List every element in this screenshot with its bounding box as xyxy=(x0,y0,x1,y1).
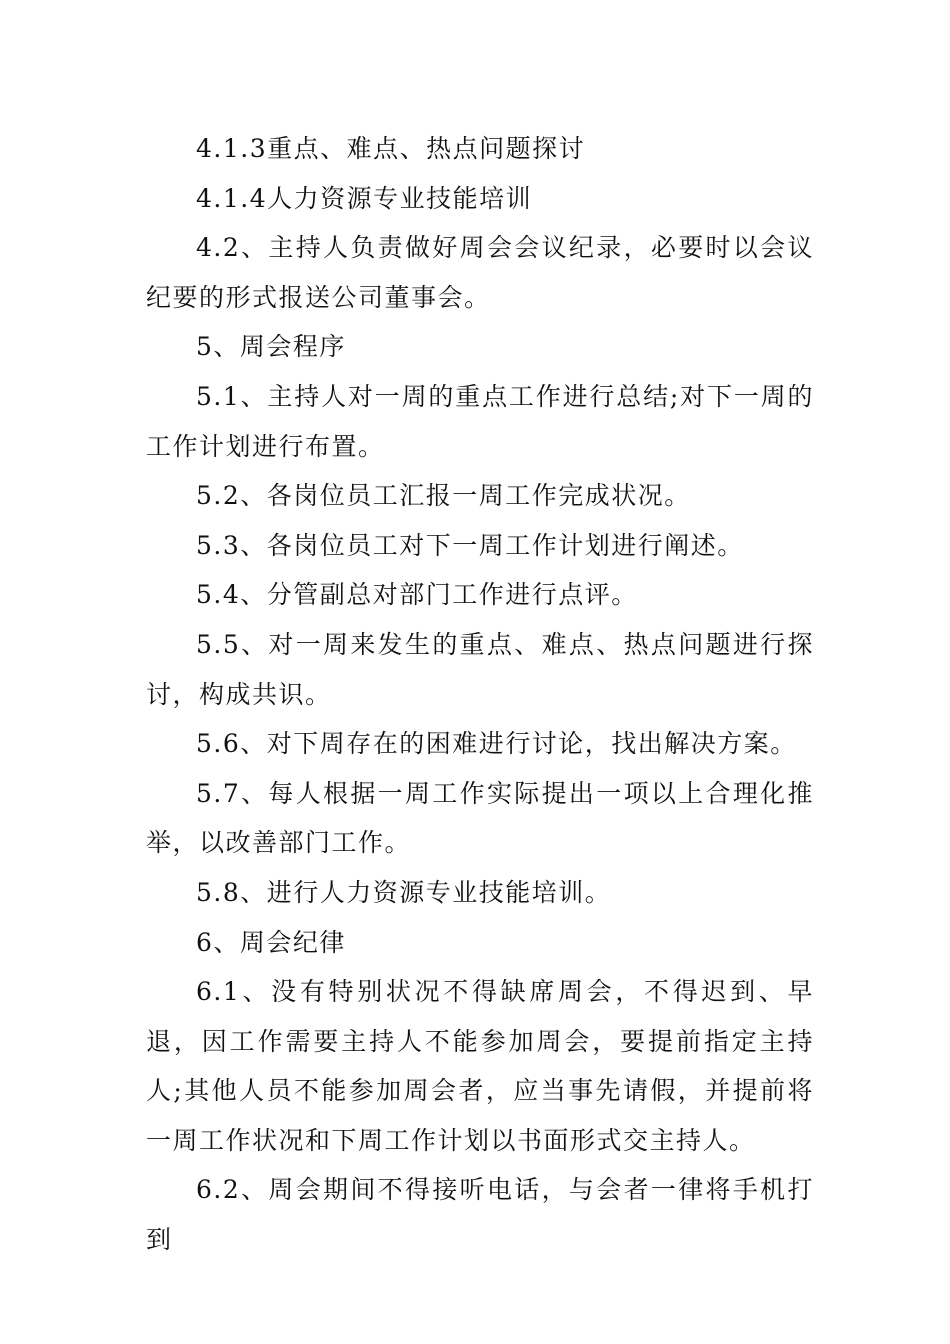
paragraph-5-8: 5.8、进行人力资源专业技能培训。 xyxy=(196,877,612,907)
paragraph-5-1: 5.1、主持人对一周的重点工作进行总结;对下一周的工作计划进行布置。 xyxy=(146,381,814,461)
paragraph-5-5: 5.5、对一周来发生的重点、难点、热点问题进行探讨，构成共识。 xyxy=(146,629,814,709)
paragraph-6-1: 6.1、没有特别状况不得缺席周会，不得迟到、早退，因工作需要主持人不能参加周会，要提前指定主持人;其他人员不能参加周会者，应当事先请假，并提前将一周工作状况和下周工作计划以书面形式交主持人。 xyxy=(146,977,814,1155)
paragraph-6-2: 6.2、周会期间不得接听电话，与会者一律将手机打到 xyxy=(146,1175,814,1255)
paragraph-5-7: 5.7、每人根据一周工作实际提出一项以上合理化推举，以改善部门工作。 xyxy=(146,778,814,858)
document-body xyxy=(146,124,814,1265)
paragraph-4-1-3: 4.1.3重点、难点、热点问题探讨 xyxy=(196,134,586,163)
section-heading-5: 5、周会程序 xyxy=(196,332,346,362)
section-heading-6: 6、周会纪律 xyxy=(196,927,346,957)
paragraph-4-2: 4.2、主持人负责做好周会会议纪录，必要时以会议纪要的形式报送公司董事会。 xyxy=(146,233,814,312)
paragraph-5-6: 5.6、对下周存在的困难进行讨论，找出解决方案。 xyxy=(196,729,797,759)
paragraph-5-4: 5.4、分管副总对部门工作进行点评。 xyxy=(196,580,638,610)
paragraph-5-3: 5.3、各岗位员工对下一周工作计划进行阐述。 xyxy=(196,530,744,560)
paragraph-4-1-4: 4.1.4人力资源专业技能培训 xyxy=(196,183,533,213)
paragraph-5-2: 5.2、各岗位员工汇报一周工作完成状况。 xyxy=(196,481,691,511)
